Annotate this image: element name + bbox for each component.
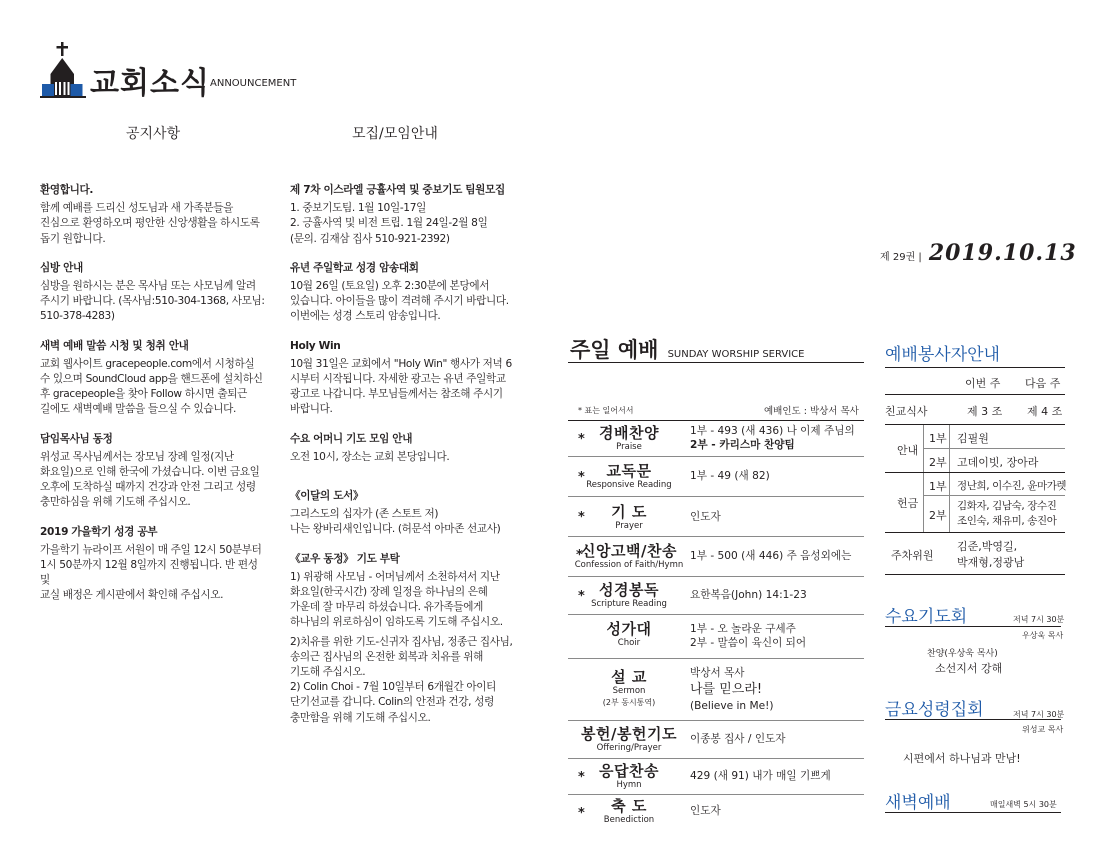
notice-title: 담임목사님 동정 <box>40 432 113 445</box>
worship-title-ko: 주일 예배 <box>570 338 659 362</box>
wednesday-pastor: 우상욱 목사 <box>1022 631 1064 640</box>
issue-volume: 제 29권 | <box>880 252 922 263</box>
row-value: 박재형,정광남 <box>957 556 1025 569</box>
recruit-line: 있습니다. 아이들을 많이 격려해 주시기 바랍니다. <box>290 295 509 308</box>
worship-item-detail <box>690 550 851 564</box>
recruit-title: 유년 주일학교 성경 암송대회 <box>290 261 419 274</box>
worship-item-en: Sermon <box>612 686 646 696</box>
notice-item <box>40 183 268 247</box>
worship-row <box>568 497 864 537</box>
dawn-time: 매일새벽 5시 30분 <box>990 800 1057 809</box>
notice-title: 심방 안내 <box>40 261 83 274</box>
notice-line: 길에도 새벽예배 말씀을 들으실 수 있습니다. <box>40 403 237 416</box>
divider <box>885 626 1061 627</box>
worship-row <box>568 577 864 615</box>
worship-item-ko: 설 교 <box>611 668 647 686</box>
recruit-title: 제 7차 이스라엘 긍휼사역 및 중보기도 팀원모집 <box>290 184 505 196</box>
notice-line: 진심으로 환영하오며 평안한 신앙생활을 하시도록 <box>40 217 260 230</box>
detail-line: 인도자 <box>690 805 721 817</box>
recruit-title: 《교우 동정》 기도 부탁 <box>290 552 400 565</box>
recruit-line: 이번에는 성경 스토리 암송입니다. <box>290 310 441 323</box>
worship-item-name <box>568 425 690 453</box>
worship-item-detail <box>690 667 774 713</box>
row-label: 안내 <box>897 444 919 457</box>
worship-item-note: (2부 동시통역) <box>602 698 656 707</box>
row-value: 김필원 <box>957 432 989 445</box>
divider <box>568 362 864 363</box>
recruit-title: 수요 어머니 기도 모임 안내 <box>290 432 413 445</box>
detail-line: 2부 - 말씀이 육신이 되어 <box>690 636 807 649</box>
page-title: 교회소식 <box>90 66 210 101</box>
worship-item-ko: 신앙고백/찬송 <box>581 542 677 560</box>
wednesday-line: 소선지서 강해 <box>935 662 1003 675</box>
standing-marker: * <box>578 510 585 525</box>
worship-item-name <box>568 463 690 491</box>
worship-leader: 예배인도 : 박상서 목사 <box>764 406 859 417</box>
standing-marker: * <box>578 806 585 821</box>
row-value: 김준,박영길, <box>957 540 1018 553</box>
notices-column <box>40 183 268 618</box>
row-value: 조인숙, 채유미, 송진아 <box>957 515 1057 527</box>
notice-title: 새벽 예배 말씀 시청 및 청취 안내 <box>40 339 189 352</box>
worship-title-en: SUNDAY WORSHIP SERVICE <box>667 349 805 360</box>
notice-title: 2019 가을학기 성경 공부 <box>40 525 158 538</box>
row-value: 김화자, 김남숙, 장수진 <box>957 500 1057 512</box>
service-table <box>885 369 1065 575</box>
worship-item-detail <box>690 733 786 747</box>
friday-pastor: 위성교 목사 <box>1022 725 1064 734</box>
worship-item-name <box>568 669 690 708</box>
recruit-line: 2. 긍휼사역 및 비전 트립. 1월 24일-2월 8일 <box>290 217 488 230</box>
recruit-line: (문의. 김재삼 집사 510-921-2392) <box>290 232 450 245</box>
recruit-line: 오전 10시, 장소는 교회 본당입니다. <box>290 450 450 463</box>
notice-line: 오후에 도착하실 때까지 건강과 안전 그리고 성령 <box>40 481 256 494</box>
worship-item-detail <box>690 511 721 525</box>
detail-line: 인도자 <box>690 511 721 523</box>
worship-item-ko: 봉헌/봉헌기도 <box>581 725 677 743</box>
worship-item-ko: 교독문 <box>606 462 652 480</box>
worship-item-en: Confession of Faith/Hymn <box>574 560 684 570</box>
recruit-line: 송의근 집사님의 온전한 회복과 치유를 위해 <box>290 650 483 663</box>
worship-row <box>568 421 864 457</box>
detail-line: 429 (새 91) 내가 매일 기쁘게 <box>690 770 831 782</box>
recruit-heading: 모집/모임안내 <box>352 126 438 142</box>
detail-line: 1부 - 49 (새 82) <box>690 470 770 482</box>
notice-item <box>40 525 268 604</box>
detail-line: 2부 - 카리스마 찬양팀 <box>690 438 795 451</box>
notice-line: 교실 배정은 게시판에서 확인해 주십시오. <box>40 589 224 602</box>
standing-marker: * <box>578 770 585 785</box>
col-this-week: 이번 주 <box>965 377 1001 390</box>
notice-line: 화요일)으로 인해 한국에 가셨습니다. 이번 금요일 <box>40 466 260 479</box>
dawn-title: 새벽예배 <box>885 793 951 813</box>
notice-line: 후 gracepeople을 찾아 Follow 하시면 출퇴근 <box>40 388 248 401</box>
notice-item <box>40 432 268 511</box>
worship-item-en: Praise <box>616 442 642 452</box>
worship-row <box>568 537 864 577</box>
row-value: 고데이빗, 장아라 <box>957 456 1039 469</box>
divider <box>923 495 1065 496</box>
worship-item-detail <box>690 770 831 784</box>
col-next-week: 다음 주 <box>1025 377 1061 390</box>
row-label: 친교식사 <box>885 405 928 418</box>
worship-item-ko: 응답찬송 <box>599 762 659 780</box>
standing-marker: * <box>578 470 585 485</box>
notice-line: 충만하심을 위해 기도해 주십시오. <box>40 496 191 509</box>
recruit-item <box>290 552 515 726</box>
notice-line: 함께 예배를 드리신 성도님과 새 가족분들을 <box>40 202 233 215</box>
detail-line: 1부 - 500 (새 446) 주 음성외에는 <box>690 550 852 562</box>
worship-item-en: Scripture Reading <box>591 599 667 609</box>
divider <box>885 367 1065 368</box>
worship-item-en: Responsive Reading <box>586 480 672 490</box>
worship-item-name <box>568 543 690 571</box>
divider <box>885 812 1061 813</box>
detail-line: 요한복음(John) 14:1-23 <box>690 589 807 601</box>
issue-info <box>880 240 1077 266</box>
service-title: 예배봉사자안내 <box>885 345 1000 365</box>
worship-item-name <box>568 798 690 826</box>
wednesday-title: 수요기도회 <box>885 607 968 627</box>
wednesday-time: 저녁 7시 30분 <box>1013 615 1065 624</box>
row-label: 주차위원 <box>891 549 934 562</box>
recruit-column <box>290 183 515 740</box>
divider <box>923 448 1065 449</box>
notice-line: 510-378-4283) <box>40 310 115 323</box>
detail-line: 1부 - 493 (새 436) 나 이제 주님의 <box>690 425 855 437</box>
standing-note: * 표는 일어서서 <box>578 406 634 415</box>
worship-item-detail <box>690 589 807 603</box>
friday-time: 저녁 7시 30분 <box>1013 710 1065 719</box>
part-label: 1부 <box>929 432 947 445</box>
service-row-fellowship <box>885 395 1065 425</box>
recruit-line: 화요일(한국시간) 장례 일정을 하나님의 은혜 <box>290 586 488 599</box>
worship-row <box>568 759 864 795</box>
recruit-line: 2)치유를 위한 기도-신귀자 집사님, 정종근 집사님, <box>290 635 513 648</box>
recruit-line: 1. 중보기도팀. 1월 10일-17일 <box>290 202 426 215</box>
recruit-line: 바랍니다. <box>290 403 333 416</box>
recruit-line: 10월 26일 (토요일) 오후 2:30분에 본당에서 <box>290 280 490 293</box>
row-value: 정난희, 이수진, 윤마가렛 <box>957 480 1067 492</box>
recruit-line: 10월 31일은 교회에서 "Holy Win" 행사가 저녁 6 <box>290 357 512 370</box>
worship-item-name <box>568 504 690 532</box>
recruit-item <box>290 339 515 418</box>
standing-marker: * <box>578 432 585 447</box>
worship-item-en: Choir <box>617 638 641 648</box>
notice-line: 주시기 바랍니다. (목사님:510-304-1368, 사모님: <box>40 295 265 308</box>
worship-order <box>568 420 864 829</box>
row-label: 헌금 <box>897 497 919 510</box>
worship-item-name <box>568 763 690 791</box>
worship-item-ko: 성가대 <box>606 620 652 638</box>
recruit-line: 나는 왕바리새인입니다. (허문석 아마존 선교사) <box>290 523 501 536</box>
worship-row <box>568 659 864 721</box>
worship-item-detail <box>690 805 721 819</box>
recruit-item <box>290 432 515 465</box>
notice-title: 환영합니다. <box>40 184 94 196</box>
detail-line: 나를 믿으라! <box>690 681 763 697</box>
worship-item-name <box>568 726 690 754</box>
church-icon <box>40 40 86 98</box>
notice-line: 1시 50분까지 12월 8일까지 진행됩니다. 반 편성 및 <box>40 559 258 587</box>
worship-item-detail <box>690 425 855 452</box>
detail-line: 박상서 목사 <box>690 667 745 679</box>
worship-item-en: Benediction <box>603 815 655 825</box>
worship-item-detail <box>690 470 770 484</box>
service-row-offering <box>885 473 1065 533</box>
part-label: 1부 <box>929 480 947 493</box>
worship-row <box>568 615 864 659</box>
worship-row <box>568 457 864 497</box>
notice-line: 돕기 원합니다. <box>40 232 106 245</box>
worship-item-en: Hymn <box>616 780 642 790</box>
row-value: 제 3 조 <box>967 405 1003 418</box>
recruit-line: 충만함을 위해 기도해 주십시오. <box>290 711 431 724</box>
recruit-line: 하나님의 위로하심이 임하도록 기도해 주십시오. <box>290 616 503 629</box>
worship-item-name <box>568 621 690 649</box>
recruit-line: 시부터 시작됩니다. 자세한 광고는 유년 주일학교 <box>290 373 506 386</box>
row-value: 제 4 조 <box>1027 405 1063 418</box>
recruit-line: 광고로 나갑니다. 부모님들께서는 참조해 주시기 <box>290 388 503 401</box>
detail-line: (Believe in Me!) <box>690 699 774 712</box>
friday-title: 금요성령집회 <box>885 700 984 720</box>
recruit-item <box>290 261 515 325</box>
notice-line: 가을학기 뉴라이프 서원이 매 주일 12시 50분부터 <box>40 543 262 556</box>
worship-item-ko: 기 도 <box>611 503 647 521</box>
worship-item-detail <box>690 623 806 650</box>
detail-line: 이종봉 집사 / 인도자 <box>690 733 786 745</box>
worship-row <box>568 795 864 829</box>
worship-title <box>570 334 804 364</box>
recruit-item <box>290 183 515 247</box>
notice-item <box>40 261 268 325</box>
recruit-title: 《이달의 도서》 <box>290 490 364 503</box>
friday-line: 시편에서 하나님과 만남! <box>903 752 1021 765</box>
worship-item-en: Prayer <box>615 521 643 531</box>
recruit-line: 1) 위광해 사모님 - 어머님께서 소천하셔서 지난 <box>290 570 500 583</box>
service-row-guide <box>885 425 1065 473</box>
recruit-line: 가운데 잘 마무리 하셨습니다. 유가족들에게 <box>290 601 483 614</box>
part-label: 2부 <box>929 509 947 522</box>
notices-heading: 공지사항 <box>126 126 181 142</box>
divider <box>949 425 950 472</box>
standing-marker: * <box>576 548 583 563</box>
service-row-parking <box>885 533 1065 575</box>
notice-line: 교회 웹사이트 gracepeople.com에서 시청하실 <box>40 357 255 370</box>
worship-item-ko: 경배찬양 <box>599 424 659 442</box>
notice-item <box>40 339 268 418</box>
worship-item-ko: 축 도 <box>611 797 647 815</box>
recruit-title: Holy Win <box>290 339 341 352</box>
divider <box>923 473 924 532</box>
worship-row <box>568 721 864 759</box>
service-header-row <box>885 369 1065 395</box>
wednesday-line: 찬양(우상욱 목사) <box>927 649 998 659</box>
notice-line: 위성교 목사님께서는 장모님 장례 일정(지난 <box>40 450 234 463</box>
worship-item-en: Offering/Prayer <box>596 743 662 753</box>
worship-item-ko: 성경봉독 <box>599 581 659 599</box>
divider <box>949 473 950 532</box>
detail-line: 1부 - 오 놀라운 구세주 <box>690 623 796 635</box>
notice-line: 수 있으며 SoundCloud app을 핸드폰에 설치하신 <box>40 373 263 386</box>
recruit-line: 단기선교를 갑니다. Colin의 안전과 건강, 성령 <box>290 696 494 709</box>
issue-date: 2019.10.13 <box>928 240 1077 266</box>
recruit-line: 기도해 주십시오. <box>290 666 366 679</box>
part-label: 2부 <box>929 456 947 469</box>
worship-item-name <box>568 582 690 610</box>
page-title-en: ANNOUNCEMENT <box>210 78 297 89</box>
recruit-line: 그리스도의 십자가 (존 스토트 저) <box>290 508 439 521</box>
recruit-line: 2) Colin Choi - 7월 10일부터 6개월간 아이티 <box>290 681 497 694</box>
notice-line: 심방을 원하시는 분은 목사님 또는 사모님께 알려 <box>40 280 256 293</box>
standing-marker: * <box>578 589 585 604</box>
recruit-item <box>290 489 515 538</box>
